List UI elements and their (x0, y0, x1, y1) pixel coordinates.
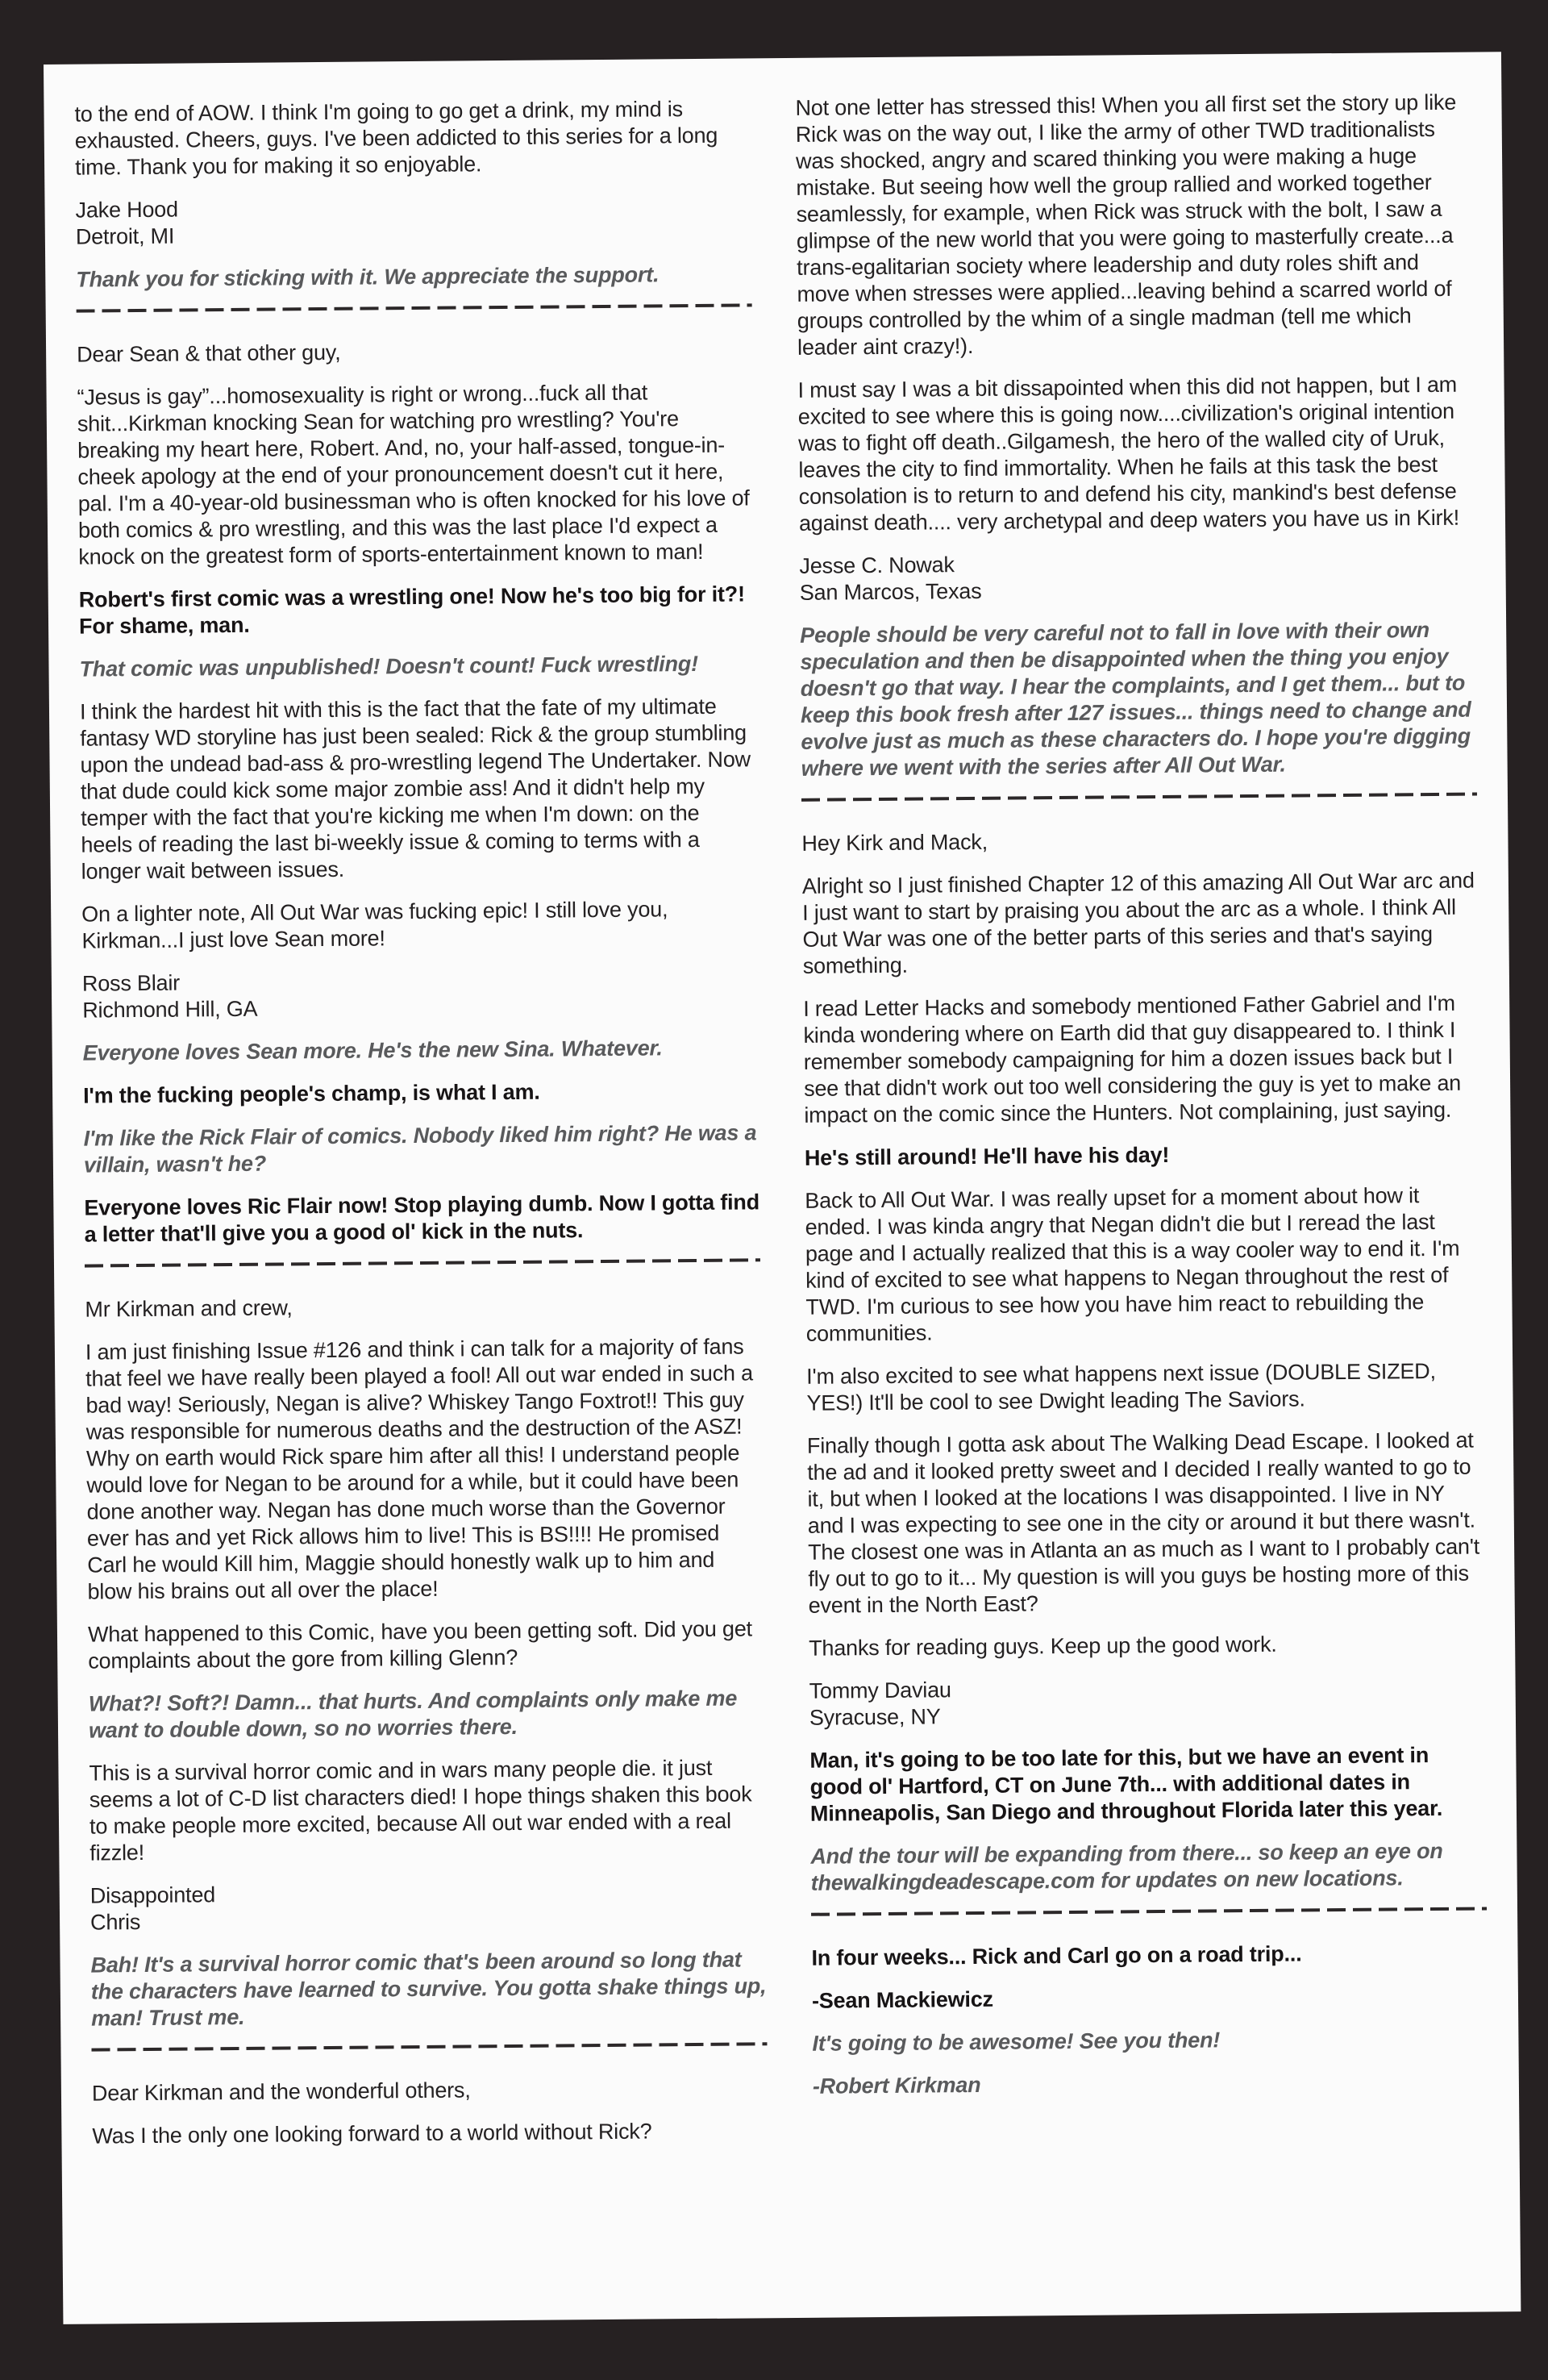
letter-paragraph: Ross Blair Richmond Hill, GA (81, 970, 258, 1023)
letter-paragraph: I must say I was a bit dissapointed when this did not happen, but I am excited to see where this is going now....civilization's original intention was to fight off death..Gilgamesh, the hero of the walled city of Uruk, leaves the city to find immortality. When he fails at this task the best consolation is to return to and defend his city, mankind's best defense against death.... very archetypal and deep waters you have us in Kirk! (797, 372, 1460, 536)
letter-paragraph: Hey Kirk and Mack, (801, 829, 988, 856)
letter-paragraph: Dear Sean & that other guy, (77, 340, 341, 367)
letter-paragraph: Disappointed Chris (89, 1882, 216, 1935)
editor-response-sean: -Sean Mackiewicz (811, 1986, 994, 2013)
letter-paragraph: This is a survival horror comic and in wars many people die. it just seems a lot of C-D list characters died! I hope things shaken this book to make people more excited, because All out war ended with a real fizzle! (89, 1755, 752, 1865)
letter-paragraph: Tommy Daviau Syracuse, NY (809, 1678, 951, 1730)
editor-response-sean: Robert's first comic was a wrestling one! Now he's too big for it?! For shame, man. (78, 581, 745, 639)
editor-response-kirkman: That comic was unpublished! Doesn't count! Fuck wrestling! (79, 651, 699, 681)
editor-response-sean: He's still around! He'll have his day! (804, 1142, 1170, 1170)
letter-paragraph: Thanks for reading guys. Keep up the good work. (809, 1632, 1277, 1661)
editor-response-sean: In four weeks... Rick and Carl go on a road trip... (811, 1941, 1302, 1970)
editor-response-kirkman: Thank you for sticking with it. We appreciate the support. (76, 262, 660, 292)
letter-separator (91, 2042, 767, 2051)
letter-paragraph: On a lighter note, All Out War was fucking epic! I still love you, Kirkman...I just love Sean more! (81, 897, 668, 953)
letter-paragraph: Not one letter has stressed this! When you all first set the story up like Rick was on the way out, I like the army of other TWD traditionalists was shocked, angry and scared thinking you were making a huge mistake. But seeing how well the group rallied and worked together seamlessly, for example, when Rick was struck with the bolt, I saw a glimpse of the new world that you were going to masterfully create...a trans-egalitarian society where leadership and duty roles shift and move when stresses were applied...leaving behind a scarred world of groups controlled by the whim of a single madman (tell me which leader aint crazy!). (795, 90, 1457, 360)
letter-paragraph: Was I the only one looking forward to a world without Rick? (92, 2119, 652, 2149)
letter-paragraph: I'm also excited to see what happens next issue (DOUBLE SIZED, YES!) It'll be cool to see Dwight leading The Saviors. (806, 1358, 1436, 1415)
editor-response-sean: I'm the fucking people's champ, is what I am. (83, 1079, 540, 1108)
letter-paragraph: “Jesus is gay”...homosexuality is right or wrong...fuck all that shit...Kirkman knocking Sean for watching pro wrestling? You're breaking my heart here, Robert. And, no, your half-assed, tongue-in-cheek apology at the end of your pronouncement doesn't cut it here, pal. I'm a 40-year-old businessman who is often knocked for his love of both comics & pro wrestling, and this was the last place I'd expect a knock on the greatest form of sports-entertainment known to man! (77, 380, 750, 569)
letter-paragraph: I am just finishing Issue #126 and think i can talk for a majority of fans that feel we have really been played a fool! All out war ended in such a bad way! Seriously, Negan is alive? Whiskey Tango Foxtrot!! This guy was responsible for numerous deaths and the destruction of the ASZ! Why on earth would Rick spare him after all this! I understand people would love for Negan to be around for a while, but it could have been done another way. Negan has done much worse than the Governor ever has and yet Rick allows him to live! This is BS!!!! He promised Carl he would Kill him, Maggie should honestly walk up to him and blow his brains out all over the place! (85, 1334, 753, 1604)
letters-column-right (795, 90, 1490, 2286)
letter-paragraph: I think the hardest hit with this is the fact that the fate of my ultimate fantasy WD storyline has just been sealed: Rick & the group stumbling upon the undead bad-ass & pro-wrestling legend The Undertaker. Now that dude could kick some major zombie ass! And it didn't help my temper with the fact that you're kicking me when I'm down: on the heels of reading the last bi-weekly issue & coming to terms with a longer wait between issues. (79, 694, 751, 884)
editor-response-kirkman: -Robert Kirkman (812, 2072, 981, 2099)
letter-separator (801, 793, 1477, 802)
letter-paragraph: Alright so I just finished Chapter 12 of this amazing All Out War arc and I just want to start by praising you about the arc as a whole. I think All Out War was one of the better parts of this series and that's saying something. (801, 868, 1475, 978)
editor-response-kirkman: Everyone loves Sean more. He's the new Sina. Whatever. (82, 1036, 663, 1065)
letter-paragraph: Jake Hood Detroit, MI (75, 197, 178, 249)
letter-separator (85, 1258, 760, 1267)
letter-separator (77, 303, 752, 312)
letter-paragraph: to the end of AOW. I think I'm going to go get a drink, my mind is exhausted. Cheers, guys. I've been addicted to this series for a long time. Thank you for making it so enjoyable. (74, 97, 718, 180)
editor-response-kirkman: And the tour will be expanding from there... so keep an eye on thewalkingdeadescape.com for updates on new locations. (810, 1838, 1443, 1895)
editor-response-sean: Everyone loves Ric Flair now! Stop playing dumb. Now I gotta find a letter that'll give you a good ol' kick in the nuts. (84, 1190, 760, 1247)
letters-page-paper (44, 52, 1521, 2324)
editor-response-kirkman: What?! Soft?! Damn... that hurts. And complaints only make me want to double down, so no worries there. (88, 1686, 738, 1743)
editor-response-kirkman: It's going to be awesome! See you then! (812, 2028, 1221, 2056)
editor-response-kirkman: People should be very careful not to fall in love with their own speculation and then be disappointed when the thing you enjoy doesn't go that way. I hear the complaints, and I get them... but to keep this book fresh after 127 issues... things need to change and evolve just as much as these characters do. I hope you're digging where we went with the series after All Out War. (800, 618, 1471, 781)
letter-paragraph: I read Letter Hacks and somebody mentioned Father Gabriel and I'm kinda wondering where on Earth did that guy disappeared to. I think I remember somebody campaigning for him a dozen issues back but I see that didn't work out too well considering the guy is yet to make an impact on the comic since the Hunters. Not complaining, just saying. (803, 990, 1462, 1127)
editor-response-kirkman: I'm like the Rick Flair of comics. Nobody liked him right? He was a villain, wasn't he? (83, 1120, 757, 1177)
letter-separator (811, 1907, 1487, 1915)
letter-paragraph: Back to All Out War. I was really upset for a moment about how it ended. I was kinda angry that Negan didn't die but I reread the last page and I actually realized that this is a way cooler way to end it. I'm kind of excited to see what happens to Negan throughout the rest of TWD. I'm curious to see how you have him react to rebuilding the communities. (805, 1183, 1460, 1346)
letters-column-left (74, 95, 769, 2291)
letter-paragraph: Finally though I gotta ask about The Walking Dead Escape. I looked at the ad and it looked pretty sweet and I decided I really wanted to go to it, but when I looked at the locations I was disappointed. I live in NY and I was expecting to see one in the city or around it but there wasn't. The closest one was in Atlanta an as much as I want to I probably can't fly out to go to it... My question is will you guys be hosting more of this event in the North East? (806, 1428, 1480, 1618)
letter-paragraph: What happened to this Comic, have you been getting soft. Did you get complaints about the gore from killing Glenn? (87, 1616, 753, 1674)
editor-response-kirkman: Bah! It's a survival horror comic that's been around so long that the characters have learned to survive. You gotta shake things up, man! Trust me. (90, 1947, 767, 2031)
letter-paragraph: Dear Kirkman and the wonderful others, (91, 2078, 471, 2106)
letter-paragraph: Jesse C. Nowak San Marcos, Texas (799, 552, 982, 605)
editor-response-sean: Man, it's going to be too late for this, but we have an event in good ol' Hartford, CT on June 7th... with additional dates in Minneapolis, San Diego and throughout Florida later this year. (809, 1743, 1443, 1826)
letter-paragraph: Mr Kirkman and crew, (85, 1295, 293, 1322)
